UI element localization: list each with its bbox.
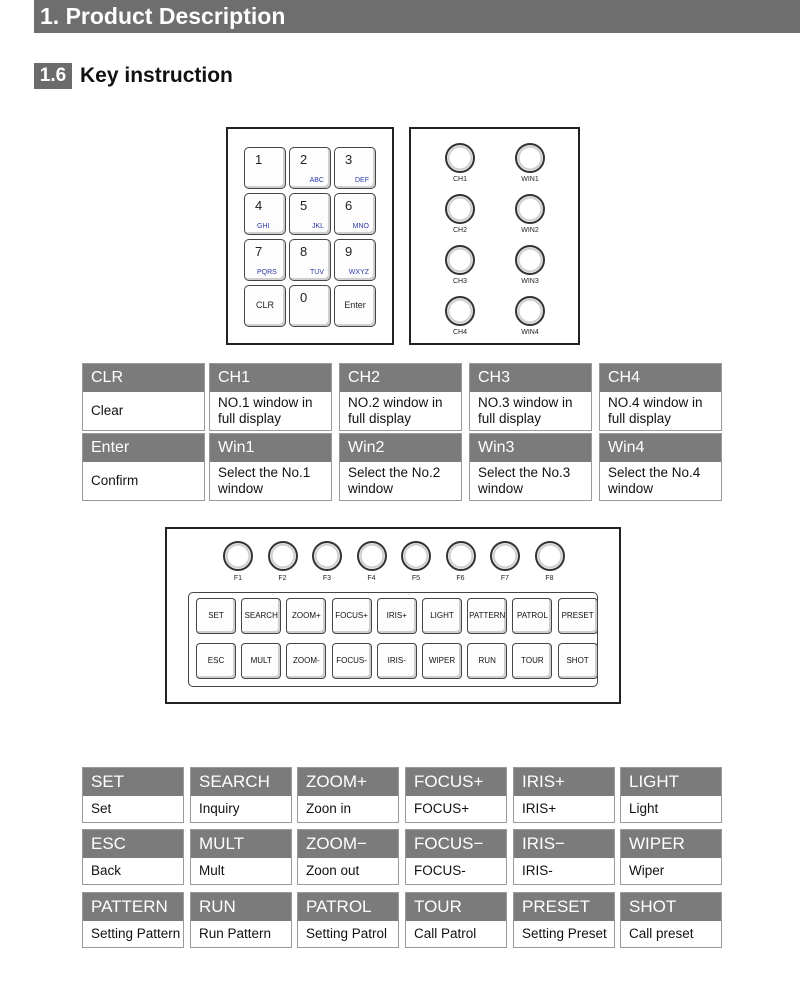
function-key[interactable] (558, 598, 598, 634)
keypad-key[interactable] (244, 193, 286, 235)
function-key[interactable] (467, 598, 507, 634)
function-card-name: MULT (191, 830, 291, 858)
key-card-name: CH1 (210, 364, 331, 392)
function-key-label: FOCUS- (336, 656, 367, 665)
function-key-label: TOUR (521, 656, 544, 665)
function-key-label: LIGHT (430, 611, 454, 620)
function-card-description: Mult (199, 863, 225, 878)
function-card (297, 767, 399, 823)
ch-knob-label: CH2 (452, 227, 467, 234)
function-key[interactable] (512, 598, 552, 634)
function-key-label: PATROL (516, 611, 548, 620)
function-key[interactable] (512, 643, 552, 679)
function-card-description: Zoon out (306, 863, 360, 878)
key-card (599, 433, 722, 501)
function-card-description: IRIS- (522, 863, 553, 878)
function-key[interactable] (286, 598, 326, 634)
function-knob-icon[interactable] (446, 541, 476, 571)
function-card-name: WIPER (621, 830, 721, 858)
key-card-description: NO.4 window in full display (608, 395, 703, 426)
function-key[interactable] (332, 598, 372, 634)
function-card (405, 829, 507, 885)
function-card-description: Wiper (629, 863, 665, 878)
function-key[interactable] (332, 643, 372, 679)
page-title-bar (34, 0, 800, 33)
function-card-description: FOCUS- (414, 863, 466, 878)
keypad-key-number: 9 (345, 244, 353, 259)
keypad-key-letters: ABC (309, 177, 324, 184)
function-card-description: Light (629, 801, 659, 816)
function-card (405, 767, 507, 823)
function-key[interactable] (422, 643, 462, 679)
key-card (209, 433, 332, 501)
function-key[interactable] (196, 643, 236, 679)
key-card (339, 363, 462, 431)
key-card (82, 433, 205, 501)
key-card (339, 433, 462, 501)
ch-knob-icon[interactable] (445, 194, 475, 224)
function-card (405, 892, 507, 948)
function-key-label: ESC (207, 656, 225, 665)
function-card-description: Zoon in (306, 801, 352, 816)
keypad-key[interactable] (244, 147, 286, 189)
function-card-name: RUN (191, 893, 291, 921)
function-card-description: Back (91, 863, 122, 878)
function-knob-label: F4 (367, 575, 376, 582)
keypad-key-number: 2 (300, 152, 308, 167)
key-card-name: CH2 (340, 364, 461, 392)
function-card-name: PATROL (298, 893, 398, 921)
keypad-key[interactable] (334, 193, 376, 235)
keypad-panel (226, 127, 394, 345)
keypad-key[interactable] (334, 285, 376, 327)
function-key[interactable] (196, 598, 236, 634)
function-knob-icon[interactable] (312, 541, 342, 571)
keypad-key[interactable] (244, 285, 286, 327)
win-knob-label: WIN2 (521, 227, 539, 234)
ch-knob-icon[interactable] (445, 245, 475, 275)
function-key-label: IRIS+ (386, 611, 407, 620)
key-card-description: Select the No.3 window (478, 465, 571, 496)
function-knob-icon[interactable] (268, 541, 298, 571)
function-key[interactable] (558, 643, 598, 679)
function-key-label: WIPER (428, 656, 456, 665)
function-card-name: TOUR (406, 893, 506, 921)
keypad-key-number: 4 (255, 198, 263, 213)
function-card-description: Set (91, 801, 112, 816)
function-key-label: PATTERN (469, 611, 506, 620)
keypad-key[interactable] (289, 193, 331, 235)
function-knob-icon[interactable] (490, 541, 520, 571)
function-knob-icon[interactable] (223, 541, 253, 571)
function-knob-label: F2 (278, 575, 287, 582)
keypad-key-letters: GHI (257, 223, 270, 230)
function-knob-label: F6 (456, 575, 465, 582)
function-knob-label: F1 (233, 575, 243, 582)
keypad-key-number: 8 (300, 244, 308, 259)
function-card-name: IRIS+ (514, 768, 614, 796)
key-card (469, 433, 592, 501)
function-card-description: Inquiry (199, 801, 240, 816)
key-card-description: NO.1 window in full display (218, 395, 313, 426)
keypad-key-letters: MNO (352, 223, 369, 230)
win-knob-label: WIN3 (521, 278, 539, 285)
function-card (513, 892, 615, 948)
keypad-key-number: 0 (300, 290, 308, 305)
win-knob-icon[interactable] (515, 194, 545, 224)
keypad-key[interactable] (289, 285, 331, 327)
ch-knob-icon[interactable] (445, 296, 475, 326)
keypad-key-letters: PQRS (257, 269, 277, 276)
function-knob-icon[interactable] (401, 541, 431, 571)
function-key-label: RUN (478, 656, 496, 665)
function-key-label: PRESET (561, 611, 594, 620)
function-key-label: FOCUS+ (335, 611, 368, 620)
function-card (82, 829, 184, 885)
function-key-label: MULT (250, 656, 272, 665)
keypad-key-letters: WXYZ (348, 269, 369, 276)
function-key[interactable] (467, 643, 507, 679)
function-knob-icon[interactable] (535, 541, 565, 571)
function-key[interactable] (377, 643, 417, 679)
keypad-key-label: Enter (344, 300, 366, 310)
section-title: Key instruction (80, 64, 233, 87)
function-knob-icon[interactable] (357, 541, 387, 571)
function-card (82, 767, 184, 823)
win-knob-icon[interactable] (515, 245, 545, 275)
function-knob-label: F7 (500, 575, 510, 582)
function-card-name: ZOOM+ (298, 768, 398, 796)
keypad-key-number: 1 (255, 152, 263, 167)
win-knob-label: WIN1 (521, 176, 539, 183)
key-card-name: CH3 (470, 364, 591, 392)
keypad-key-number: 5 (300, 198, 308, 213)
key-card-name: CLR (83, 364, 204, 392)
channel-panel (409, 127, 580, 345)
key-card-name: Win4 (600, 434, 721, 462)
key-card-description: Clear (91, 403, 124, 418)
win-knob-icon[interactable] (515, 296, 545, 326)
function-card-description: IRIS+ (522, 801, 557, 816)
key-card-description: NO.3 window in full display (478, 395, 573, 426)
keypad-key-number: 7 (255, 244, 263, 259)
keypad-key[interactable] (244, 239, 286, 281)
function-key-label: ZOOM- (293, 656, 320, 665)
key-card-description: NO.2 window in full display (348, 395, 443, 426)
function-card-name: FOCUS− (406, 830, 506, 858)
function-card-description: FOCUS+ (414, 801, 470, 816)
ch-knob-icon[interactable] (445, 143, 475, 173)
function-card-name: ESC (83, 830, 183, 858)
key-card-description: Select the No.1 window (218, 465, 311, 496)
function-key-label: ZOOM+ (292, 611, 321, 620)
function-card-description: Call preset (629, 926, 694, 941)
function-card-description: Setting Pattern (91, 926, 181, 941)
function-card (190, 829, 292, 885)
keypad-key[interactable] (334, 239, 376, 281)
function-card-name: SHOT (621, 893, 721, 921)
function-key-label: SEARCH (244, 611, 278, 620)
keypad-key-number: 3 (345, 152, 353, 167)
key-card (469, 363, 592, 431)
function-key[interactable] (286, 643, 326, 679)
function-key-label: IRIS- (387, 656, 406, 665)
function-card-name: LIGHT (621, 768, 721, 796)
function-card (620, 892, 722, 948)
key-card (82, 363, 205, 431)
function-card (513, 829, 615, 885)
section-number: 1.6 (34, 63, 72, 89)
function-card (513, 767, 615, 823)
keypad-key-letters: JKL (311, 223, 324, 230)
function-card (190, 767, 292, 823)
win-knob-icon[interactable] (515, 143, 545, 173)
function-card-name: FOCUS+ (406, 768, 506, 796)
keypad-key[interactable] (289, 239, 331, 281)
function-card-name: SET (83, 768, 183, 796)
key-card-name: Enter (83, 434, 204, 462)
keypad-key[interactable] (289, 147, 331, 189)
keypad-key-number: 6 (345, 198, 353, 213)
function-card-name: PRESET (514, 893, 614, 921)
key-card (209, 363, 332, 431)
key-card-name: Win1 (210, 434, 331, 462)
key-card-name: Win2 (340, 434, 461, 462)
function-card-name: ZOOM− (298, 830, 398, 858)
win-knob-label: WIN4 (521, 329, 539, 336)
function-key[interactable] (422, 598, 462, 634)
function-key[interactable] (377, 598, 417, 634)
function-card (297, 829, 399, 885)
function-card-description: Run Pattern (199, 926, 272, 941)
function-knob-label: F5 (411, 575, 421, 582)
function-card (620, 767, 722, 823)
ch-knob-label: CH4 (452, 329, 467, 336)
function-panel (165, 527, 621, 704)
function-knob-label: F3 (322, 575, 332, 582)
ch-knob-label: CH3 (452, 278, 467, 285)
function-knob-label: F8 (545, 575, 554, 582)
function-key[interactable] (241, 643, 281, 679)
key-card (599, 363, 722, 431)
function-card (190, 892, 292, 948)
function-key-label: SET (208, 611, 224, 620)
function-card (297, 892, 399, 948)
function-card (620, 829, 722, 885)
keypad-key-letters: TUV (310, 269, 324, 276)
function-key[interactable] (241, 598, 281, 634)
key-card-description: Confirm (91, 473, 139, 488)
page-title: 1. Product Description (40, 3, 286, 29)
key-card-name: CH4 (600, 364, 721, 392)
function-card-name: PATTERN (83, 893, 183, 921)
function-card-description: Setting Patrol (306, 926, 388, 941)
keypad-key[interactable] (334, 147, 376, 189)
function-card-name: SEARCH (191, 768, 291, 796)
function-card (82, 892, 184, 948)
key-card-name: Win3 (470, 434, 591, 462)
function-card-name: IRIS− (514, 830, 614, 858)
ch-knob-label: CH1 (452, 176, 467, 183)
keypad-key-label: CLR (255, 300, 274, 310)
function-key-label: SHOT (566, 656, 589, 665)
keypad-key-letters: DEF (355, 177, 369, 184)
function-card-description: Call Patrol (414, 926, 477, 941)
key-card-description: Select the No.2 window (348, 465, 441, 496)
key-card-description: Select the No.4 window (608, 465, 701, 496)
function-card-description: Setting Preset (522, 926, 607, 941)
